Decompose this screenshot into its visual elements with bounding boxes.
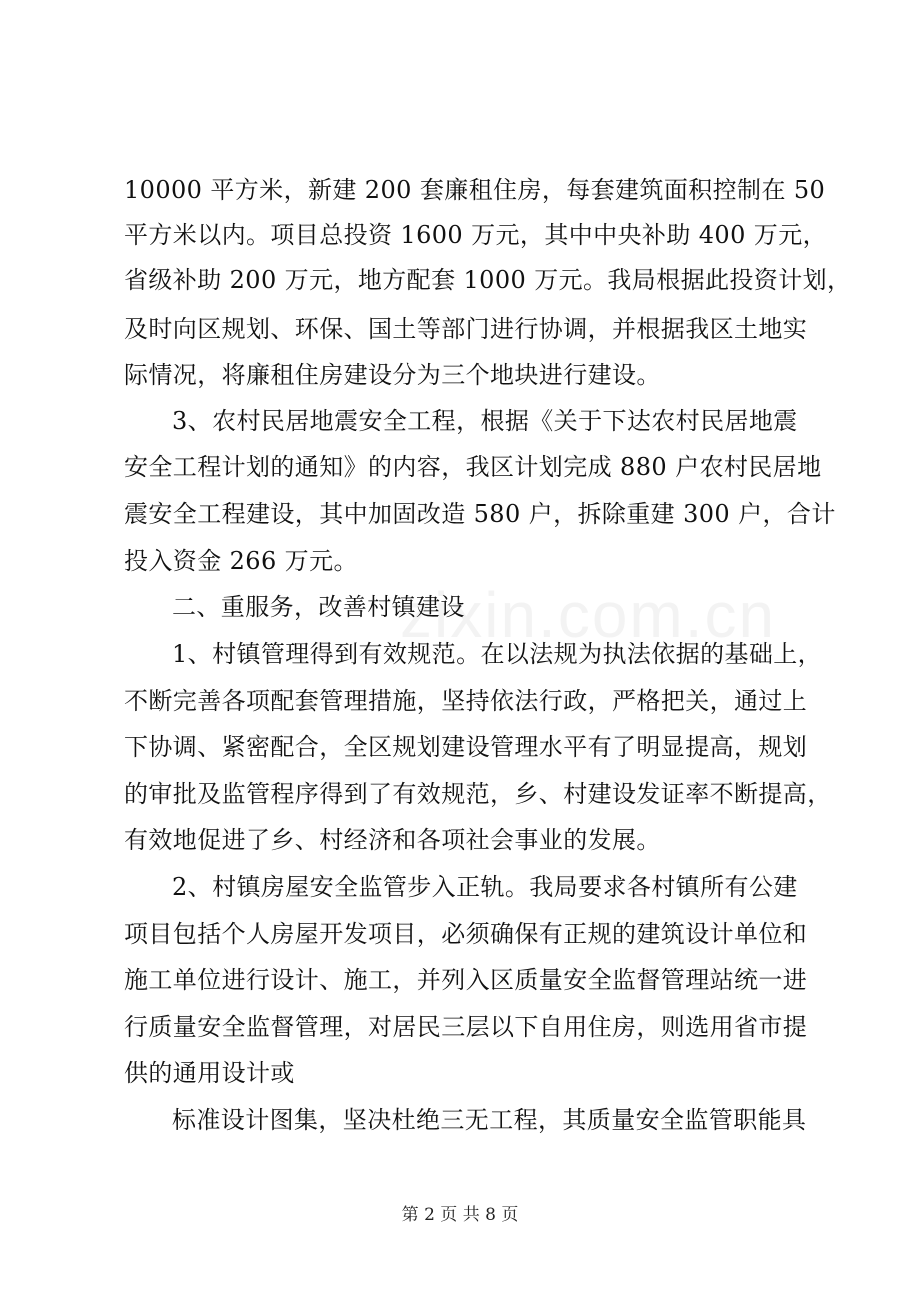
text-line-9: 投入资金 266 万元。 bbox=[124, 547, 358, 575]
text-line-18: 施工单位进行设计、施工，并列入区质量安全监督管理站统一进 bbox=[124, 966, 808, 994]
text-line-5: 际情况，将廉租住房建设分为三个地块进行建设。 bbox=[124, 361, 661, 389]
watermark: zixin.com.cn bbox=[400, 579, 777, 651]
text-line-6: 3、农村民居地震安全工程，根据《关于下达农村民居地震 bbox=[172, 407, 798, 435]
text-line-13: 下协调、紧密配合，全区规划建设管理水平有了明显提高，规划 bbox=[124, 733, 808, 761]
text-line-14: 的审批及监管程序得到了有效规范，乡、村建设发证率不断提高， bbox=[124, 780, 832, 808]
text-line-2: 平方米以内。项目总投资 1600 万元，其中中央补助 400 万元， bbox=[124, 221, 828, 249]
text-line-11: 1、村镇管理得到有效规范。在以法规为执法依据的基础上， bbox=[172, 640, 823, 668]
text-line-7: 安全工程计划的通知》的内容，我区计划完成 880 户农村民居地 bbox=[124, 453, 822, 481]
text-line-16: 2、村镇房屋安全监管步入正轨。我局要求各村镇所有公建 bbox=[172, 873, 798, 901]
text-line-17: 项目包括个人房屋开发项目，必须确保有正规的建筑设计单位和 bbox=[124, 920, 808, 948]
page-footer: 第 2 页 共 8 页 bbox=[401, 1205, 519, 1225]
text-line-4: 及时向区规划、环保、国土等部门进行协调，并根据我区土地实 bbox=[124, 315, 808, 343]
text-line-8: 震安全工程建设，其中加固改造 580 户，拆除重建 300 户，合计 bbox=[124, 500, 836, 528]
text-line-1: 10000 平方米，新建 200 套廉租住房，每套建筑面积控制在 50 bbox=[124, 176, 826, 204]
section-heading: 二、重服务，改善村镇建设 bbox=[172, 593, 465, 621]
text-line-3: 省级补助 200 万元，地方配套 1000 万元。我局根据此投资计划， bbox=[124, 266, 852, 294]
text-line-12: 不断完善各项配套管理措施，坚持依法行政，严格把关，通过上 bbox=[124, 687, 808, 715]
text-line-21: 标准设计图集，坚决杜绝三无工程，其质量安全监管职能具 bbox=[172, 1106, 807, 1134]
text-line-20: 供的通用设计或 bbox=[124, 1059, 295, 1087]
text-line-15: 有效地促进了乡、村经济和各项社会事业的发展。 bbox=[124, 826, 661, 854]
text-line-19: 行质量安全监督管理，对居民三层以下自用住房，则选用省市提 bbox=[124, 1013, 808, 1041]
